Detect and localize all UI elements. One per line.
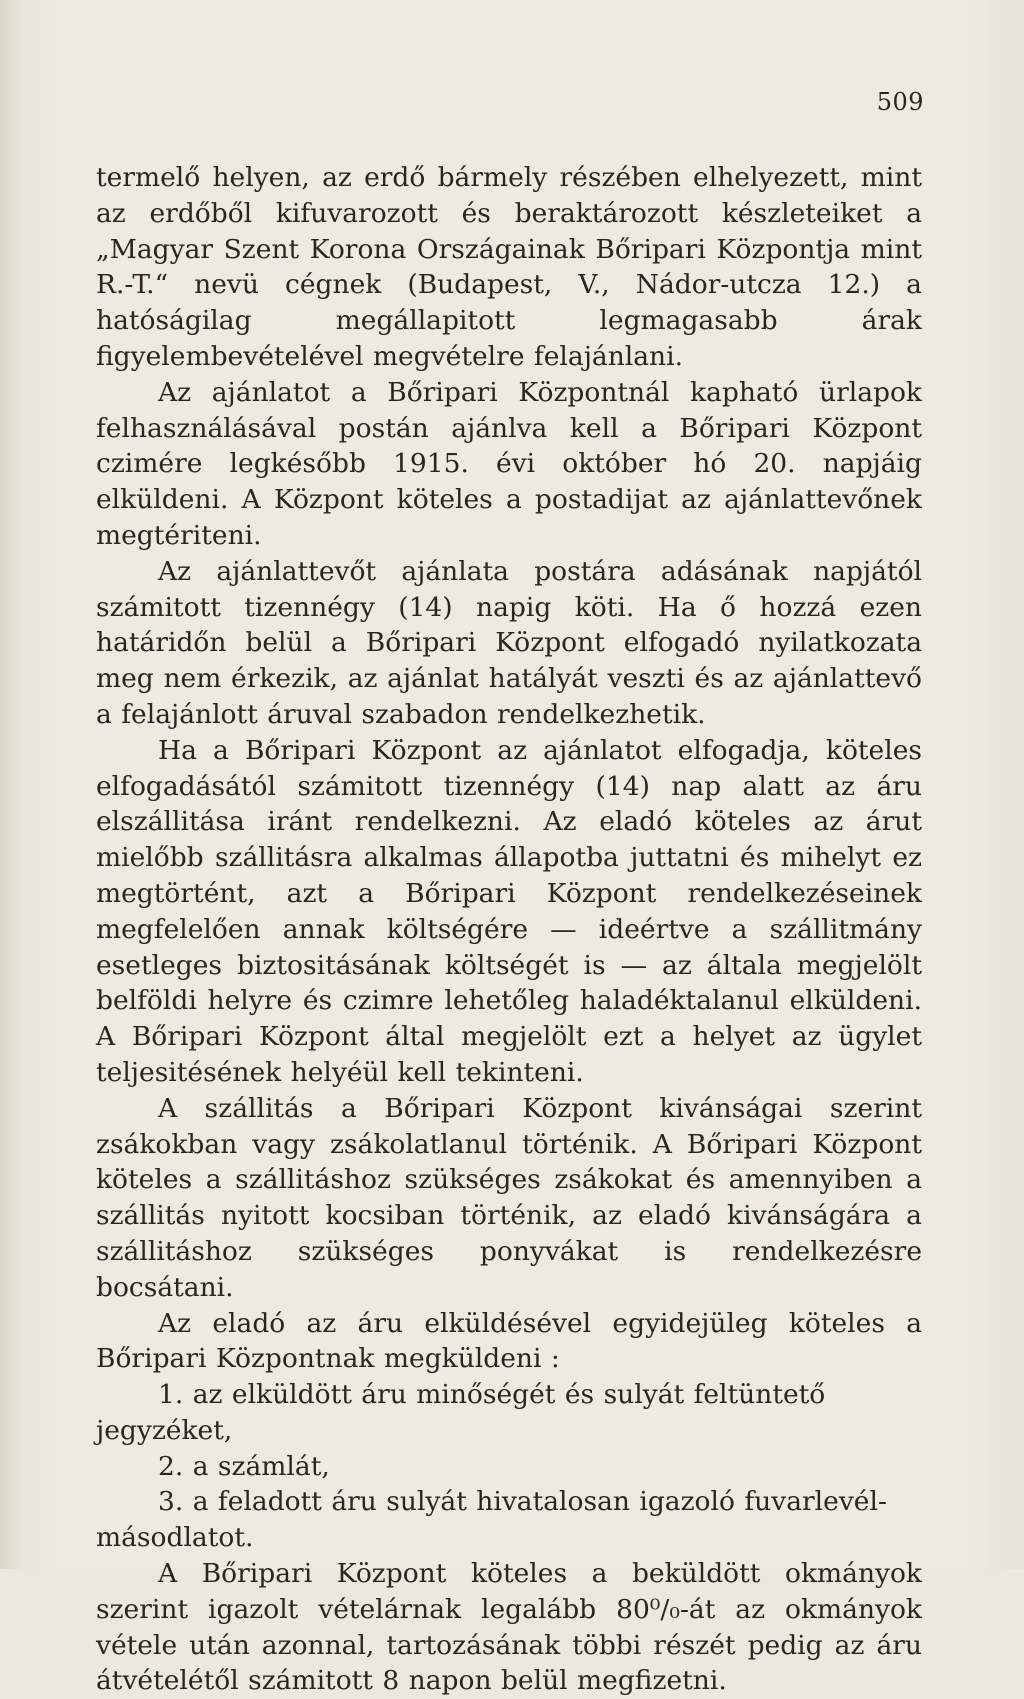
document-list xyxy=(96,1377,922,1556)
page-number: 509 xyxy=(876,88,924,116)
paragraph-3: Az ajánlattevőt ajánlata postára adásának napjától számitott tizennégy (14) napig köti. Ha ő hozzá ezen határidőn belül a Bőripari Központ elfogadó nyilatkozata meg nem érkezik, az ajánlat hatályát veszti és az ajánlattevő a felajánlott áruval szabadon rendelkezhetik. xyxy=(96,555,922,730)
list-item: 3. a feladott áru sulyát hivatalosan igazoló fuvarlevél-másodlatot. xyxy=(96,1486,887,1554)
paragraph-2: Az ajánlatot a Bőripari Központnál kapható ürlapok felhasználásával postán ajánlva kell a Bőripari Központ czimére legkésőbb 1915. évi október hó 20. napjáig elküldeni. A Központ köteles a postadijat az ajánlattevőnek megtériteni. xyxy=(96,376,922,551)
list-item: 2. a számlát, xyxy=(158,1450,330,1482)
paragraph-5: A szállitás a Bőripari Központ kivánságai szerint zsákokban vagy zsákolatlanul történik. A Bőripari Központ köteles a szállitáshoz szükséges zsákokat és amennyiben a szállitás nyitott kocsiban történik, az eladó kivánságára a szállitáshoz szükséges ponyvákat is rendelkezésre bocsátani. xyxy=(96,1092,922,1303)
paragraph-6: Az eladó az áru elküldésével egyidejüleg köteles a Bőripari Központnak megküldeni : xyxy=(96,1307,922,1375)
paragraph-1: termelő helyen, az erdő bármely részében elhelyezett, mint az erdőből kifuvarozott és beraktározott készleteiket a „Magyar Szent Korona Országainak Bőripari Központja mint R.-T.“ nevü cégnek (Budapest, V., Nádor-utcza 12.) a hatóságilag megállapitott legmagasabb árak figyelembevételével megvételre felajánlani. xyxy=(96,162,922,372)
body-text xyxy=(96,160,922,1699)
paragraph-4: Ha a Bőripari Központ az ajánlatot elfogadja, köteles elfogadásától számitott tizennégy (14) nap alatt az áru elszállitása iránt rendelkezni. Az eladó köteles az árut mielőbb szállitásra alkalmas állapotba juttatni és mihelyt ez megtörtént, azt a Bőripari Központ rendelkezéseinek megfelelően annak költségére — ideértve a szállitmány esetleges biztositásának költségét is — az általa megjelölt belföldi helyre és czimre lehetőleg haladéktalanul elküldeni. A Bőripari Központ által megjelölt ezt a helyet az ügylet teljesitésének helyéül kell tekinteni. xyxy=(96,734,922,1088)
closing-paragraph: A Bőripari Központ köteles a beküldött okmányok szerint igazolt vételárnak legalább 80⁰/₀-át az okmányok vétele után azonnal, tartozásának többi részét pedig az áru átvételétől számitott 8 napon belül megfizetni. xyxy=(96,1558,922,1697)
list-item: 1. az elküldött áru minőségét és sulyát feltüntető jegyzéket, xyxy=(96,1379,826,1446)
